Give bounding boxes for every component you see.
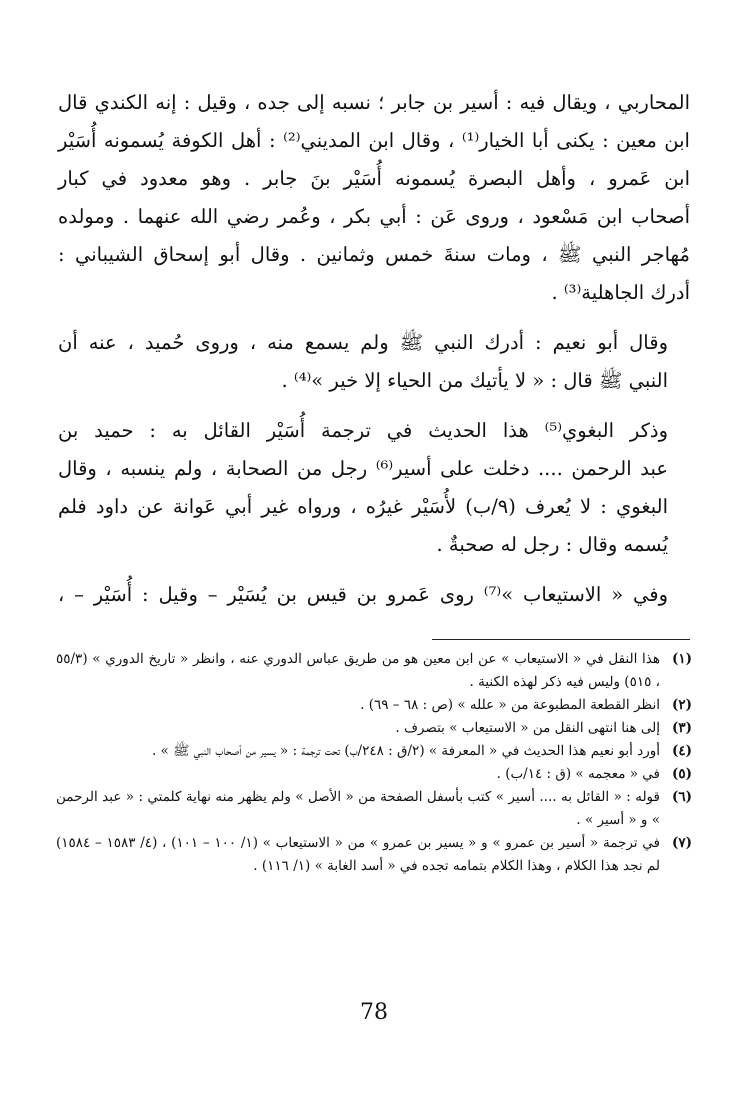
footnote-text: في « معجمه » (ق : ١٤/ب) . xyxy=(496,766,660,782)
footnote-text: قوله : « القائل به .... أسير » كتب بأسفل الصفحة من « الأصل » ولم يظهر منه نهاية كلمتي : « عبد الرحمن » و « أسير » . xyxy=(56,789,660,828)
footnote xyxy=(56,740,692,763)
footnote-text: انظر القطعة المطبوعة من « علله » (ص : ٦٨ – ٦٩) . xyxy=(360,697,660,713)
footnote-number: (٢) xyxy=(671,697,692,713)
text-line: مُهاجر النبي ﷺ ، ومات سنةَ خمس وثمانين . وقال أبو إسحاق الشيباني : xyxy=(58,243,690,266)
text-line: النبي ﷺ قال : « لا يأتيك من الحياء إلا خير »⁽⁴⁾ . xyxy=(281,369,668,392)
footnote xyxy=(56,763,692,786)
footnote-number: (٦) xyxy=(671,789,692,805)
footnote xyxy=(56,832,692,878)
paragraph-2 xyxy=(58,324,690,400)
footnote-number: (٧) xyxy=(671,835,692,851)
page-number: 78 xyxy=(360,1000,388,1025)
paragraph-1 xyxy=(58,84,690,312)
footnote-text: في ترجمة « أسير بن عمرو » و « يسير بن عمرو » من « الاستيعاب » (١/ ١٠٠ – ١٠١) ، (٤/ ١٥٨٣ – ١٥٨٤) لم نجد هذا الكلام ، وهذا الكلام بتمامه تجده في « أسد الغابة » (١/ ١١٦) . xyxy=(56,835,660,874)
footnote-number: (٥) xyxy=(671,766,692,782)
text-line: البغوي : لا يُعرف (٩/ب) لأُسَيْر غيرُه ، ورواه غير أبي عَوانة عن داود فلم xyxy=(58,495,668,518)
footnote-text: هذا النقل في « الاستيعاب » عن ابن معين هو من طريق عباس الدوري عنه ، وانظر « تاريخ الدوري » (٥٥/٣ ، ٥١٥) وليس فيه ذكر لهذه الكنية . xyxy=(56,651,660,690)
text-line: وذكر البغوي⁽⁵⁾ هذا الحديث في ترجمة أُسَيْر القائل به : حميد بن xyxy=(58,419,668,442)
footnote-number: (٣) xyxy=(671,720,692,736)
main-text xyxy=(58,84,690,626)
text-line: يُسمه وقال : رجل له صحبةٌ . xyxy=(436,533,668,556)
paragraph-4 xyxy=(58,576,690,614)
footnote-text: أورد أبو نعيم هذا الحديث في « المعرفة » (٢/ق : ٢٤٨/ب) تحت ترجمة : « يسير من أصحاب النبي ﷺ » . xyxy=(151,743,660,759)
footnote-divider xyxy=(432,639,690,640)
text-line: وقال أبو نعيم : أدرك النبي ﷺ ولم يسمع منه ، وروى حُميد ، عنه أن xyxy=(58,331,668,354)
text-line: وفي « الاستيعاب »⁽⁷⁾ روى عَمرو بن قيس بن يُسَيْر – وقيل : أُسَيْر – ، xyxy=(58,583,668,606)
footnote xyxy=(56,694,692,717)
footnote-number: (١) xyxy=(671,651,692,667)
footnote xyxy=(56,786,692,832)
text-line: أدرك الجاهلية⁽³⁾ . xyxy=(551,281,690,304)
footnotes xyxy=(56,648,692,878)
text-line: ابن معين : يكنى أبا الخيار⁽¹⁾ ، وقال ابن المديني⁽²⁾ : أهل الكوفة يُسمونه أُسَيْر xyxy=(58,129,690,152)
footnote xyxy=(56,648,692,694)
footnote xyxy=(56,717,692,740)
footnote-text: إلى هنا انتهى النقل من « الاستيعاب » بتصرف . xyxy=(395,720,660,736)
footnote-number: (٤) xyxy=(671,743,692,759)
text-line: المحاربي ، ويقال فيه : أسير بن جابر ؛ نسبه إلى جده ، وقيل : إنه الكندي قال xyxy=(58,91,690,114)
text-line: أصحاب ابن مَسْعود ، وروى عَن : أبي بكر ، وعُمر رضي الله عنهما . ومولده xyxy=(58,205,690,228)
text-line: ابن عَمرو ، وأهل البصرة يُسمونه أُسَيْر بنَ جابر . وهو معدود في كبار xyxy=(58,167,690,190)
paragraph-3 xyxy=(58,412,690,564)
text-line: عبد الرحمن .... دخلت على أسير⁽⁶⁾ رجل من الصحابة ، ولم ينسبه ، وقال xyxy=(58,457,668,480)
